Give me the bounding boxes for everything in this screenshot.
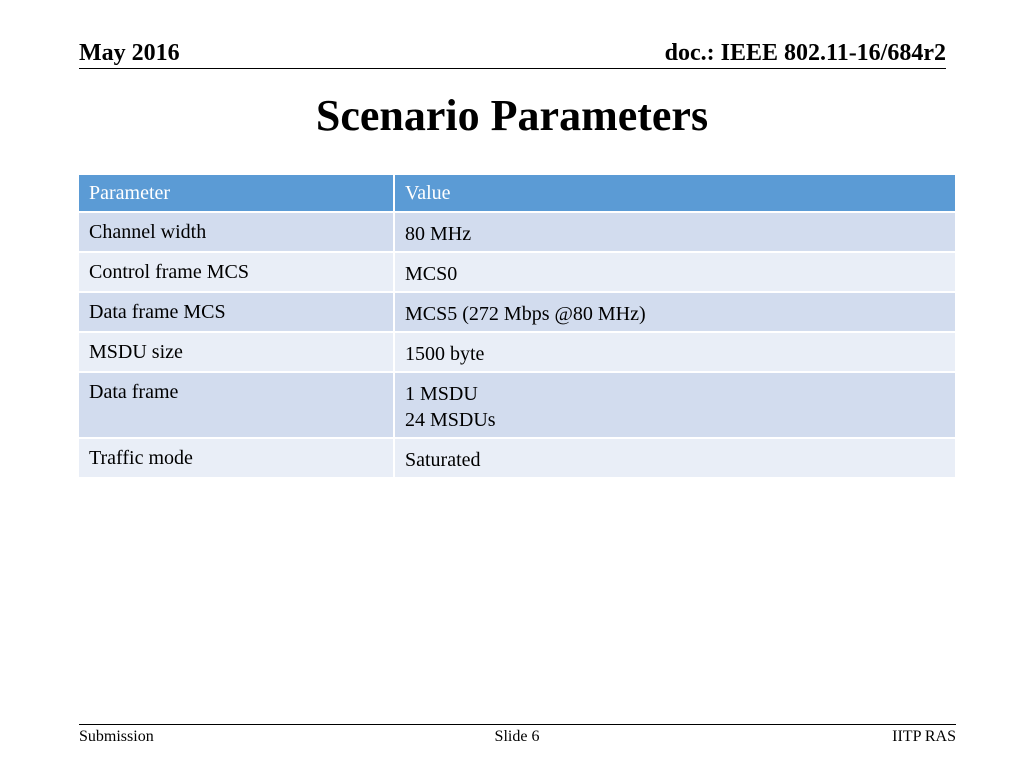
value-cell xyxy=(394,372,956,438)
table-row xyxy=(78,252,956,292)
parameter-cell: Data frame xyxy=(78,372,394,438)
parameters-table xyxy=(77,173,957,479)
value-line: 24 MSDUs xyxy=(405,409,496,431)
column-header-parameter: Parameter xyxy=(78,174,394,212)
value-line: 1 MSDU xyxy=(405,383,478,405)
value-line: MCS5 (272 Mbps @80 MHz) xyxy=(405,303,646,325)
table-header-row xyxy=(78,174,956,212)
parameter-cell: Channel width xyxy=(78,212,394,252)
table-row xyxy=(78,212,956,252)
value-line: Saturated xyxy=(405,449,481,471)
footer-submission: Submission xyxy=(79,728,154,745)
value-cell xyxy=(394,212,956,252)
parameter-cell: Control frame MCS xyxy=(78,252,394,292)
value-line: 80 MHz xyxy=(405,223,472,245)
footer-rule xyxy=(79,724,956,725)
table-row xyxy=(78,438,956,478)
value-line: 1500 byte xyxy=(405,343,485,365)
parameter-cell: MSDU size xyxy=(78,332,394,372)
header-rule xyxy=(79,68,946,69)
header-doc-id: doc.: IEEE 802.11-16/684r2 xyxy=(664,40,946,66)
parameter-cell: Traffic mode xyxy=(78,438,394,478)
value-cell xyxy=(394,292,956,332)
table-row xyxy=(78,332,956,372)
value-cell xyxy=(394,438,956,478)
value-line: MCS0 xyxy=(405,263,458,285)
table-row xyxy=(78,372,956,438)
parameter-cell: Data frame MCS xyxy=(78,292,394,332)
column-header-value: Value xyxy=(394,174,956,212)
footer-organization: IITP RAS xyxy=(892,728,956,745)
slide-title: Scenario Parameters xyxy=(315,91,709,140)
table-row xyxy=(78,292,956,332)
value-cell xyxy=(394,332,956,372)
footer-slide-number: Slide 6 xyxy=(494,728,540,745)
value-cell xyxy=(394,252,956,292)
header-date: May 2016 xyxy=(79,40,180,66)
